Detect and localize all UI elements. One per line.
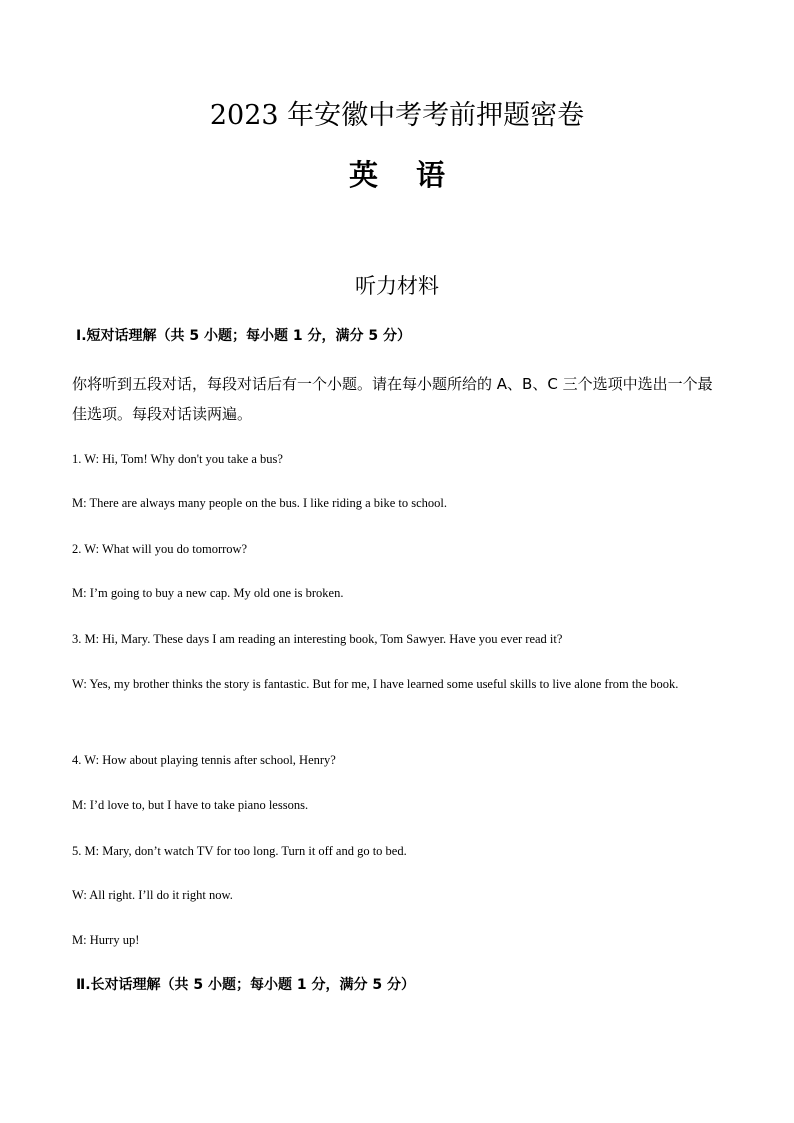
dialogue-line-7: 4. W: How about playing tennis after school, Henry?: [72, 753, 336, 767]
dialogue-line-11: M: Hurry up!: [72, 933, 140, 947]
dialogue-line-4: M: I’m going to buy a new cap. My old one is broken.: [72, 586, 344, 600]
dialogue-line-6: W: Yes, my brother thinks the story is fantastic. But for me, I have learned some useful skills to live alone from the book.: [72, 677, 679, 691]
subject-title: [0, 155, 794, 195]
dialogue-line-8: M: I’d love to, but I have to take piano lessons.: [72, 798, 309, 812]
dialogue-line-5: 3. M: Hi, Mary. These days I am reading an interesting book, Tom Sawyer. Have you ever read it?: [72, 632, 563, 646]
exam-title: 2023 年安徽中考考前押题密卷: [209, 100, 585, 131]
subject-char-1: 英: [348, 158, 378, 192]
part-1-heading: Ⅰ.短对话理解（共 5 小题；每小题 1 分，满分 5 分）: [76, 328, 411, 344]
dialogue-line-1: 1. W: Hi, Tom! Why don't you take a bus?: [72, 452, 283, 466]
dialogue-line-9: 5. M: Mary, don’t watch TV for too long. Turn it off and go to bed.: [72, 844, 407, 858]
part-1-instructions: 你将听到五段对话，每段对话后有一个小题。请在每小题所给的 A、B、C 三个选项中选出一个最佳选项。每段对话读两遍。: [72, 375, 713, 423]
subject-char-2: 语: [416, 158, 446, 192]
section-title: 听力材料: [355, 274, 439, 298]
dialogue-line-3: 2. W: What will you do tomorrow?: [72, 542, 248, 556]
part-2-heading: Ⅱ.长对话理解（共 5 小题；每小题 1 分，满分 5 分）: [76, 977, 416, 993]
dialogue-line-2: M: There are always many people on the bus. I like riding a bike to school.: [72, 496, 448, 510]
dialogue-line-10: W: All right. I’ll do it right now.: [72, 888, 233, 902]
